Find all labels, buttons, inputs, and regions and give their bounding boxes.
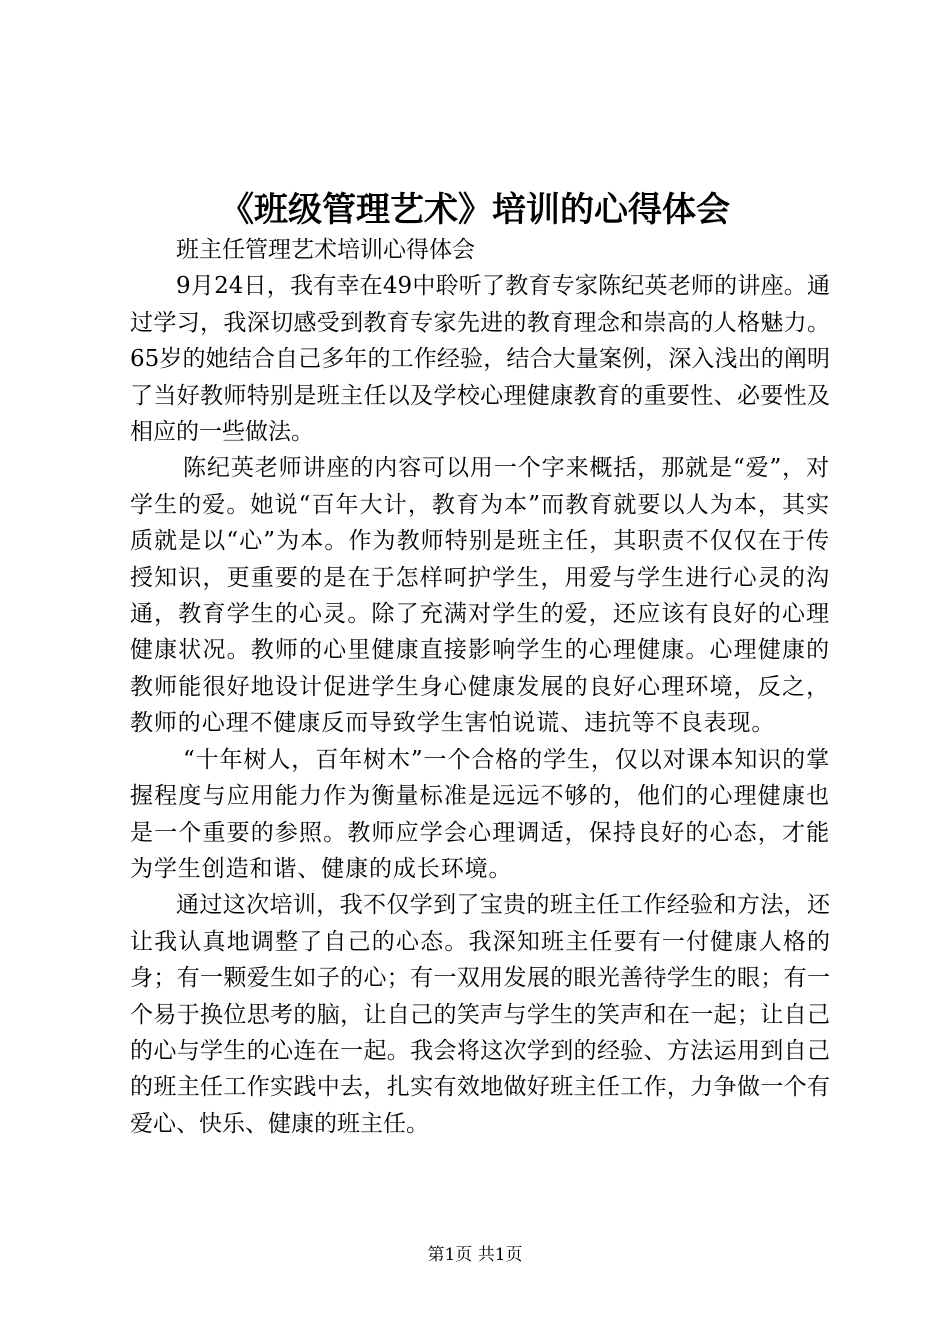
page-footer: 第1页 共1页 bbox=[427, 1245, 523, 1265]
paragraph-2: 陈纪英老师讲座的内容可以用一个字来概括，那就是“爱”，对学生的爱。她说“百年大计，教育为本”而教育就要以人为本，其实质就是以“心”为本。作为教师特别是班主任，其职责不仅仅在于传授知识，更重要的是在于怎样呵护学生，用爱与学生进行心灵的沟通，教育学生的心灵。除了充满对学生的爱，还应该有良好的心理健康状况。教师的心里健康直接影响学生的心理健康。心理健康的教师能很好地设计促进学生身心健康发展的良好心理环境，反之，教师的心理不健康反而导致学生害怕说谎、违抗等不良表现。 bbox=[130, 455, 830, 737]
document-title: 《班级管理艺术》培训的心得体会 bbox=[220, 190, 730, 230]
paragraph-1: 9月24日，我有幸在49中聆听了教育专家陈纪英老师的讲座。通过学习，我深切感受到教育专家先进的教育理念和崇高的人格魅力。65岁的她结合自己多年的工作经验，结合大量案例，深入浅出的阐明了当好教师特别是班主任以及学校心理健康教育的重要性、必要性及相应的一些做法。 bbox=[130, 273, 830, 446]
paragraph-3: “十年树人，百年树木”一个合格的学生，仅以对课本知识的掌握程度与应用能力作为衡量标准是远远不够的，他们的心理健康也是一个重要的参照。教师应学会心理调适，保持良好的心态，才能为学生创造和谐、健康的成长环境。 bbox=[130, 746, 830, 882]
document-body bbox=[130, 232, 830, 1142]
document-subtitle: 班主任管理艺术培训心得体会 bbox=[176, 237, 475, 263]
paragraph-4: 通过这次培训，我不仅学到了宝贵的班主任工作经验和方法，还让我认真地调整了自己的心态。我深知班主任要有一付健康人格的身；有一颗爱生如子的心；有一双用发展的眼光善待学生的眼；有一个易于换位思考的脑，让自己的笑声与学生的笑声和在一起；让自己的心与学生的心连在一起。我会将这次学到的经验、方法运用到自己的班主任工作实践中去，扎实有效地做好班主任工作，力争做一个有爱心、快乐、健康的班主任。 bbox=[130, 892, 830, 1137]
